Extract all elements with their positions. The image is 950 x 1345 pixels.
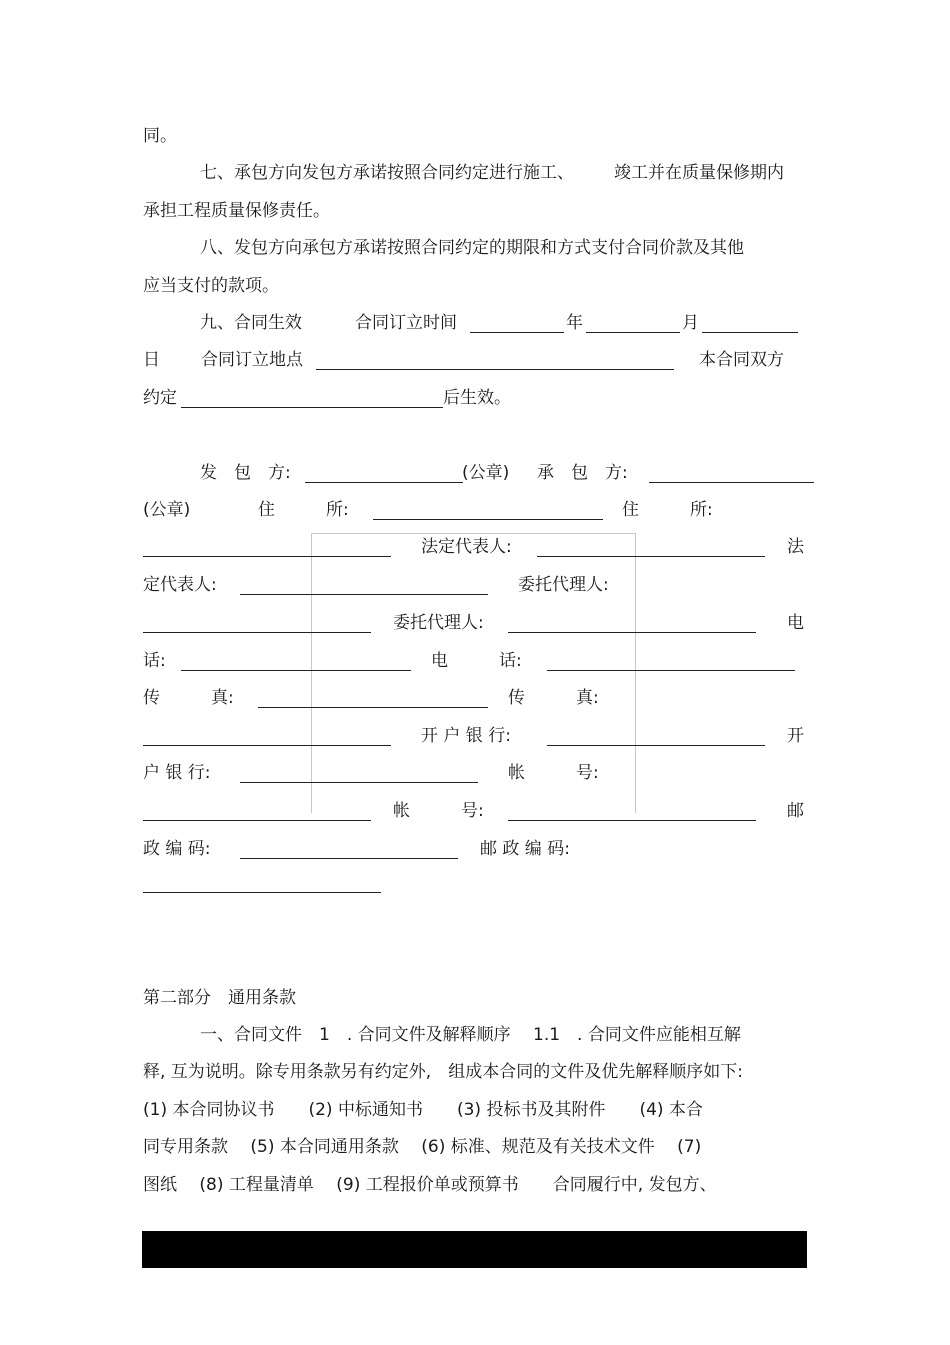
agree-blank[interactable] — [181, 407, 443, 408]
agent-label: 委托代理人: — [518, 575, 609, 595]
item9-day: 日 — [143, 350, 160, 370]
item8-line2: 应当支付的款项。 — [143, 276, 279, 296]
account2-label: 帐 号: — [393, 801, 484, 821]
postal2-blank[interactable] — [143, 892, 381, 893]
contractor-blank[interactable] — [649, 482, 814, 483]
part2-line4: 同专用条款 (5) 本合同通用条款 (6) 标准、规范及有关技术文件 (7) — [143, 1137, 702, 1157]
fax-blank[interactable] — [258, 707, 488, 708]
item9-effective: 后生效。 — [443, 388, 511, 408]
phone2-label: 电 话: — [431, 651, 522, 671]
part2-line3: (1) 本合同协议书 (2) 中标通知书 (3) 投标书及其附件 (4) 本合 — [143, 1100, 703, 1120]
account2-blank[interactable] — [508, 820, 756, 821]
year-blank[interactable] — [470, 332, 564, 333]
item7-line1b: 竣工并在质量保修期内 — [614, 163, 784, 183]
text-p1: 同。 — [143, 126, 177, 146]
frame-line-left — [311, 533, 312, 813]
item7-line2: 承担工程质量保修责任。 — [143, 201, 330, 221]
bank-label: 开 户 银 行: — [421, 726, 511, 746]
place-blank[interactable] — [316, 369, 674, 370]
frame-line-top — [311, 533, 635, 534]
agent-blank[interactable] — [143, 632, 371, 633]
phone-blank[interactable] — [181, 670, 411, 671]
part2-line1: 一、合同文件 1 . 合同文件及解释顺序 1.1 . 合同文件应能相互解 — [200, 1025, 741, 1045]
fax2-label: 传 真: — [508, 688, 599, 708]
item9-month: 月 — [682, 313, 699, 333]
item9-agree: 约定 — [143, 388, 177, 408]
employer-seal: (公章) — [462, 463, 510, 483]
redaction-bar — [142, 1231, 807, 1268]
address-label: 住 所: — [258, 500, 349, 520]
item9-label: 九、合同生效 — [200, 313, 302, 333]
item9-year: 年 — [566, 313, 583, 333]
contractor-seal: (公章) — [143, 500, 191, 520]
employer-blank[interactable] — [305, 482, 463, 483]
bank2-char: 开 — [787, 726, 804, 746]
agent2-label: 委托代理人: — [393, 613, 484, 633]
month-blank[interactable] — [586, 332, 680, 333]
address2-label: 住 所: — [622, 500, 713, 520]
contractor-label: 承 包 方: — [537, 463, 628, 483]
postal-label: 政 编 码: — [143, 839, 211, 859]
legal-rep2-blank[interactable] — [240, 594, 488, 595]
bank2-blank[interactable] — [240, 782, 478, 783]
postal2-label: 邮 政 编 码: — [480, 839, 570, 859]
phone2-blank[interactable] — [547, 670, 795, 671]
phone-label: 话: — [143, 651, 166, 671]
postal-blank[interactable] — [240, 858, 458, 859]
employer-label: 发 包 方: — [200, 463, 291, 483]
account-blank[interactable] — [143, 820, 371, 821]
bank-blank[interactable] — [547, 745, 765, 746]
bank2-label: 户 银 行: — [143, 763, 211, 783]
agent2-blank[interactable] — [508, 632, 756, 633]
account-label: 帐 号: — [508, 763, 599, 783]
part2-line5: 图纸 (8) 工程量清单 (9) 工程报价单或预算书 合同履行中, 发包方、 — [143, 1175, 717, 1195]
frame-line-right — [635, 533, 636, 813]
item9-both-parties: 本合同双方 — [699, 350, 784, 370]
fax-label: 传 真: — [143, 688, 234, 708]
fax2-blank[interactable] — [143, 745, 391, 746]
item8-line1: 八、发包方向承包方承诺按照合同约定的期限和方式支付合同价款及其他 — [200, 238, 744, 258]
address-blank[interactable] — [373, 519, 603, 520]
item9-place-label: 合同订立地点 — [201, 350, 303, 370]
item7-line1a: 七、承包方向发包方承诺按照合同约定进行施工、 — [200, 163, 574, 183]
legal-rep-blank[interactable] — [537, 556, 765, 557]
item9-time-label: 合同订立时间 — [355, 313, 457, 333]
part2-line2: 释, 互为说明。除专用条款另有约定外, 组成本合同的文件及优先解释顺序如下: — [143, 1062, 743, 1082]
legal-rep2-label: 定代表人: — [143, 575, 217, 595]
legal-rep2-char: 法 — [787, 537, 804, 557]
phone-char: 电 — [787, 613, 804, 633]
legal-rep-label: 法定代表人: — [421, 537, 512, 557]
part2-heading: 第二部分 通用条款 — [143, 988, 296, 1008]
day-blank[interactable] — [702, 332, 798, 333]
address2-blank[interactable] — [143, 556, 391, 557]
postal-char: 邮 — [787, 801, 804, 821]
